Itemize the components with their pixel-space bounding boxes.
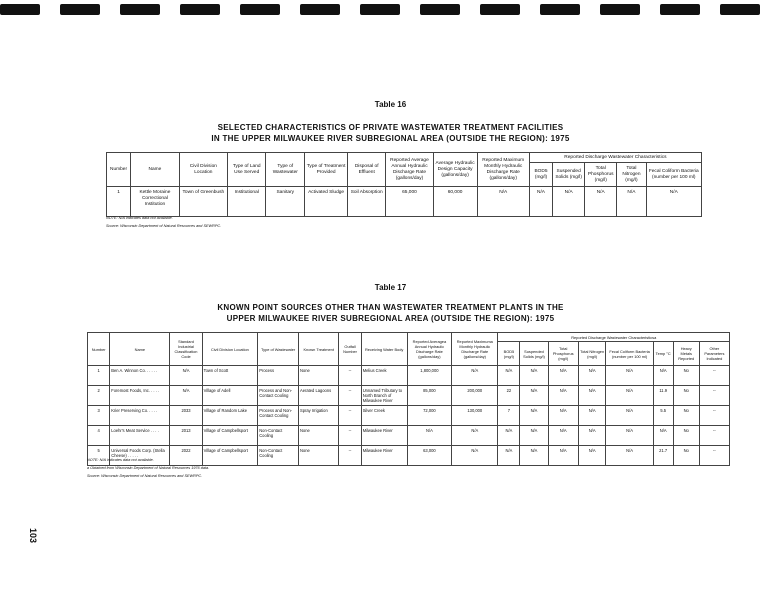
cell-wastewater: Process	[258, 366, 299, 386]
cell-temp: 21.7	[653, 446, 673, 466]
cell-civil: Village of Random Lake	[202, 406, 258, 426]
cell-avg: 1,800,000	[407, 366, 452, 386]
col-metals: Heavy Metals Reported	[673, 342, 699, 366]
cell-other: --	[699, 406, 729, 426]
table17-caption: Table 17	[374, 283, 407, 292]
cell-treatment: Spray Irrigation	[298, 406, 338, 426]
col-nitro: Total Nitrogen (mg/l)	[617, 163, 646, 187]
col-number: Number	[107, 153, 131, 187]
cell-temp: 11.9	[653, 386, 673, 406]
cell-fecal: N/A	[606, 386, 653, 406]
col-bod: BOD5 (mg/l)	[529, 163, 552, 187]
binder-holes	[0, 4, 781, 18]
cell-number: 2	[88, 386, 110, 406]
cell-treatment: None	[298, 426, 338, 446]
table16-notes: NOTE: N/A indicates data not available. Source: Wisconsin Department of Natural Resources and SEWRPC.	[106, 216, 222, 228]
cell-max: 130,000	[452, 406, 498, 426]
cell-outfall: --	[339, 406, 361, 426]
cell-fecal: N/A	[606, 446, 653, 466]
cell-phos: N/A	[548, 426, 578, 446]
col-disposal: Disposal of Effluent	[348, 153, 386, 187]
col-treatment: Known Treatment	[298, 333, 338, 366]
table17-notes: NOTE: N/A indicates data not available. a Obtained from Wisconsin Department of Natural Resources 1976 data. Source: Wisconsin Department of Natural Resources and SEWRPC.	[87, 458, 210, 478]
cell-outfall: --	[339, 426, 361, 446]
table-row: 1 Kettle Moraine Correctional Institution Town of Greenbush Institutional Sanitary Activated Sludge Soil Absorption 65,000 60,000 N/A N/A N/A N/A N/A N/A	[107, 187, 702, 217]
col-phos: Total Phosphorus (mg/l)	[585, 163, 617, 187]
cell-sic: N/A	[170, 386, 202, 406]
col-name: Name	[131, 153, 180, 187]
cell-sic: N/A	[170, 366, 202, 386]
cell-receiving: Milwaukee River	[361, 446, 407, 466]
col-temp: Temp °C	[653, 342, 673, 366]
col-other: Other Parameters Indicated	[699, 342, 729, 366]
col-avg: Reported Averagea Annual Hydraulic Discharge Rate (gallons/day)	[407, 333, 452, 366]
cell-ss: N/A	[520, 446, 548, 466]
cell-avg: N/A	[407, 426, 452, 446]
cell-wastewater: Non-Contact Cooling	[258, 446, 299, 466]
cell-treatment: Aerated Lagoons	[298, 386, 338, 406]
col-group-characteristics: Reported Discharge Wastewater Characteristics	[529, 153, 701, 163]
table-row	[88, 366, 730, 386]
cell-max: 200,000	[452, 386, 498, 406]
cell-avg: 85,000	[407, 386, 452, 406]
cell-name: Foremost Foods, Inc. . . . .	[110, 386, 170, 406]
cell-civil: Village of Campbellsport	[202, 446, 258, 466]
col-treatment: Type of Treatment Provided	[305, 153, 348, 187]
cell-bod: N/A	[498, 426, 520, 446]
cell-outfall: --	[339, 366, 361, 386]
cell-nitro: N/A	[578, 366, 606, 386]
col-ss: Suspended Solids (mg/l)	[553, 163, 585, 187]
col-number: Number	[88, 333, 110, 366]
cell-ss: N/A	[520, 426, 548, 446]
cell-max: N/A	[452, 446, 498, 466]
table-row	[88, 386, 730, 406]
cell-phos: N/A	[548, 446, 578, 466]
col-sic: Standard Industrial Classification Code	[170, 333, 202, 366]
page-number: 103	[28, 528, 38, 544]
table17-body	[88, 366, 730, 466]
cell-sic: 2013	[170, 426, 202, 446]
col-wastewater: Type of Wastewater	[258, 333, 299, 366]
table16	[106, 152, 702, 217]
cell-phos: N/A	[548, 406, 578, 426]
cell-receiving: Milwaukee River	[361, 426, 407, 446]
cell-wastewater: Process and Non-Contact Cooling	[258, 406, 299, 426]
cell-nitro: N/A	[578, 406, 606, 426]
cell-civil: Village of Campbellsport	[202, 426, 258, 446]
table-row	[88, 406, 730, 426]
cell-sic: 2033	[170, 406, 202, 426]
cell-civil: Town of Scott	[202, 366, 258, 386]
cell-avg: 72,000	[407, 406, 452, 426]
cell-phos: N/A	[548, 386, 578, 406]
cell-ss: N/A	[520, 366, 548, 386]
cell-nitro: N/A	[578, 446, 606, 466]
col-capacity: Average Hydraulic Design Capacity (gallons/day)	[433, 153, 477, 187]
cell-wastewater: Process and Non-Contact Cooling	[258, 386, 299, 406]
col-nitro: Total Nitrogen (mg/l)	[578, 342, 606, 366]
cell-other: --	[699, 366, 729, 386]
col-ss: Suspended Solids (mg/l)	[520, 342, 548, 366]
col-fecal: Fecal Coliform Bacteria (number per 100 ml)	[646, 163, 701, 187]
col-avg-flow: Reported Average Annual Hydraulic Discharge Rate (gallons/day)	[386, 153, 433, 187]
cell-metals: No	[673, 426, 699, 446]
cell-max: N/A	[452, 426, 498, 446]
cell-other: --	[699, 426, 729, 446]
cell-temp: 5.5	[653, 406, 673, 426]
table16-caption: Table 16	[374, 100, 407, 109]
cell-name: Universal Foods Corp. (Stella Cheese) . . . . .	[110, 446, 170, 466]
cell-nitro: N/A	[578, 386, 606, 406]
cell-avg: 63,000	[407, 446, 452, 466]
cell-fecal: N/A	[606, 406, 653, 426]
cell-number: 1	[88, 366, 110, 386]
cell-name: Loehr's Meat Service . . . .	[110, 426, 170, 446]
table-row	[88, 426, 730, 446]
cell-temp: N/A	[653, 366, 673, 386]
cell-name: Ben A. Winnon Co. . . . . .	[110, 366, 170, 386]
cell-metals: No	[673, 366, 699, 386]
cell-number: 3	[88, 406, 110, 426]
cell-sic: 2022	[170, 446, 202, 466]
cell-other: --	[699, 446, 729, 466]
cell-number: 5	[88, 446, 110, 466]
cell-bod: N/A	[498, 446, 520, 466]
cell-metals: No	[673, 406, 699, 426]
col-max-flow: Reported Maximum Monthly Hydraulic Discharge Rate (gallons/day)	[477, 153, 529, 187]
cell-bod: N/A	[498, 366, 520, 386]
col-bod: BOD5 (mg/l)	[498, 342, 520, 366]
cell-metals: No	[673, 386, 699, 406]
cell-fecal: N/A	[606, 366, 653, 386]
cell-metals: No	[673, 446, 699, 466]
col-wastewater: Type of Wastewater	[266, 153, 305, 187]
col-name: Name	[110, 333, 170, 366]
cell-ss: N/A	[520, 406, 548, 426]
cell-civil: Village of Adell	[202, 386, 258, 406]
cell-outfall: --	[339, 386, 361, 406]
cell-bod: 22	[498, 386, 520, 406]
cell-fecal: N/A	[606, 426, 653, 446]
table17-title: KNOWN POINT SOURCES OTHER THAN WASTEWATER TREATMENT PLANTS IN THE UPPER MILWAUKEE RIVER SUBREGIONAL AREA (OUTSIDE THE REGION): 1975	[217, 303, 564, 323]
cell-outfall: --	[339, 446, 361, 466]
cell-bod: 7	[498, 406, 520, 426]
cell-receiving: Silver Creek	[361, 406, 407, 426]
col-outfall: Outfall Number	[339, 333, 361, 366]
cell-other: --	[699, 386, 729, 406]
cell-ss: N/A	[520, 386, 548, 406]
col-civil-division: Civil Division Location	[179, 153, 227, 187]
cell-phos: N/A	[548, 366, 578, 386]
col-group-characteristics: Reported Discharge Wastewater Characteristicsa	[498, 333, 730, 342]
col-land-use: Type of Land Use Served	[227, 153, 266, 187]
cell-max: N/A	[452, 366, 498, 386]
cell-temp: N/A	[653, 426, 673, 446]
col-civil: Civil Division Location	[202, 333, 258, 366]
table16-title: SELECTED CHARACTERISTICS OF PRIVATE WASTEWATER TREATMENT FACILITIES IN THE UPPER MILWAUKEE RIVER SUBREGIONAL AREA (OUTSIDE THE REGION): 1975	[211, 123, 570, 143]
col-phos: Total Phosphorus (mg/l)	[548, 342, 578, 366]
cell-nitro: N/A	[578, 426, 606, 446]
cell-treatment: None	[298, 446, 338, 466]
cell-wastewater: Non-Contact Cooling	[258, 426, 299, 446]
cell-name: Krier Preserving Co. . . . .	[110, 406, 170, 426]
cell-treatment: None	[298, 366, 338, 386]
col-receiving: Receiving Water Body	[361, 333, 407, 366]
col-fecal: Fecal Coliform Bacteria (number per 100 ml)	[606, 342, 653, 366]
cell-number: 4	[88, 426, 110, 446]
col-max: Reported Maximuma Monthly Hydraulic Discharge Rate (gallons/day)	[452, 333, 498, 366]
table17	[87, 332, 730, 466]
cell-receiving: Unnamed Tributary to North Branch of Milwaukee River	[361, 386, 407, 406]
cell-receiving: Melius Creek	[361, 366, 407, 386]
